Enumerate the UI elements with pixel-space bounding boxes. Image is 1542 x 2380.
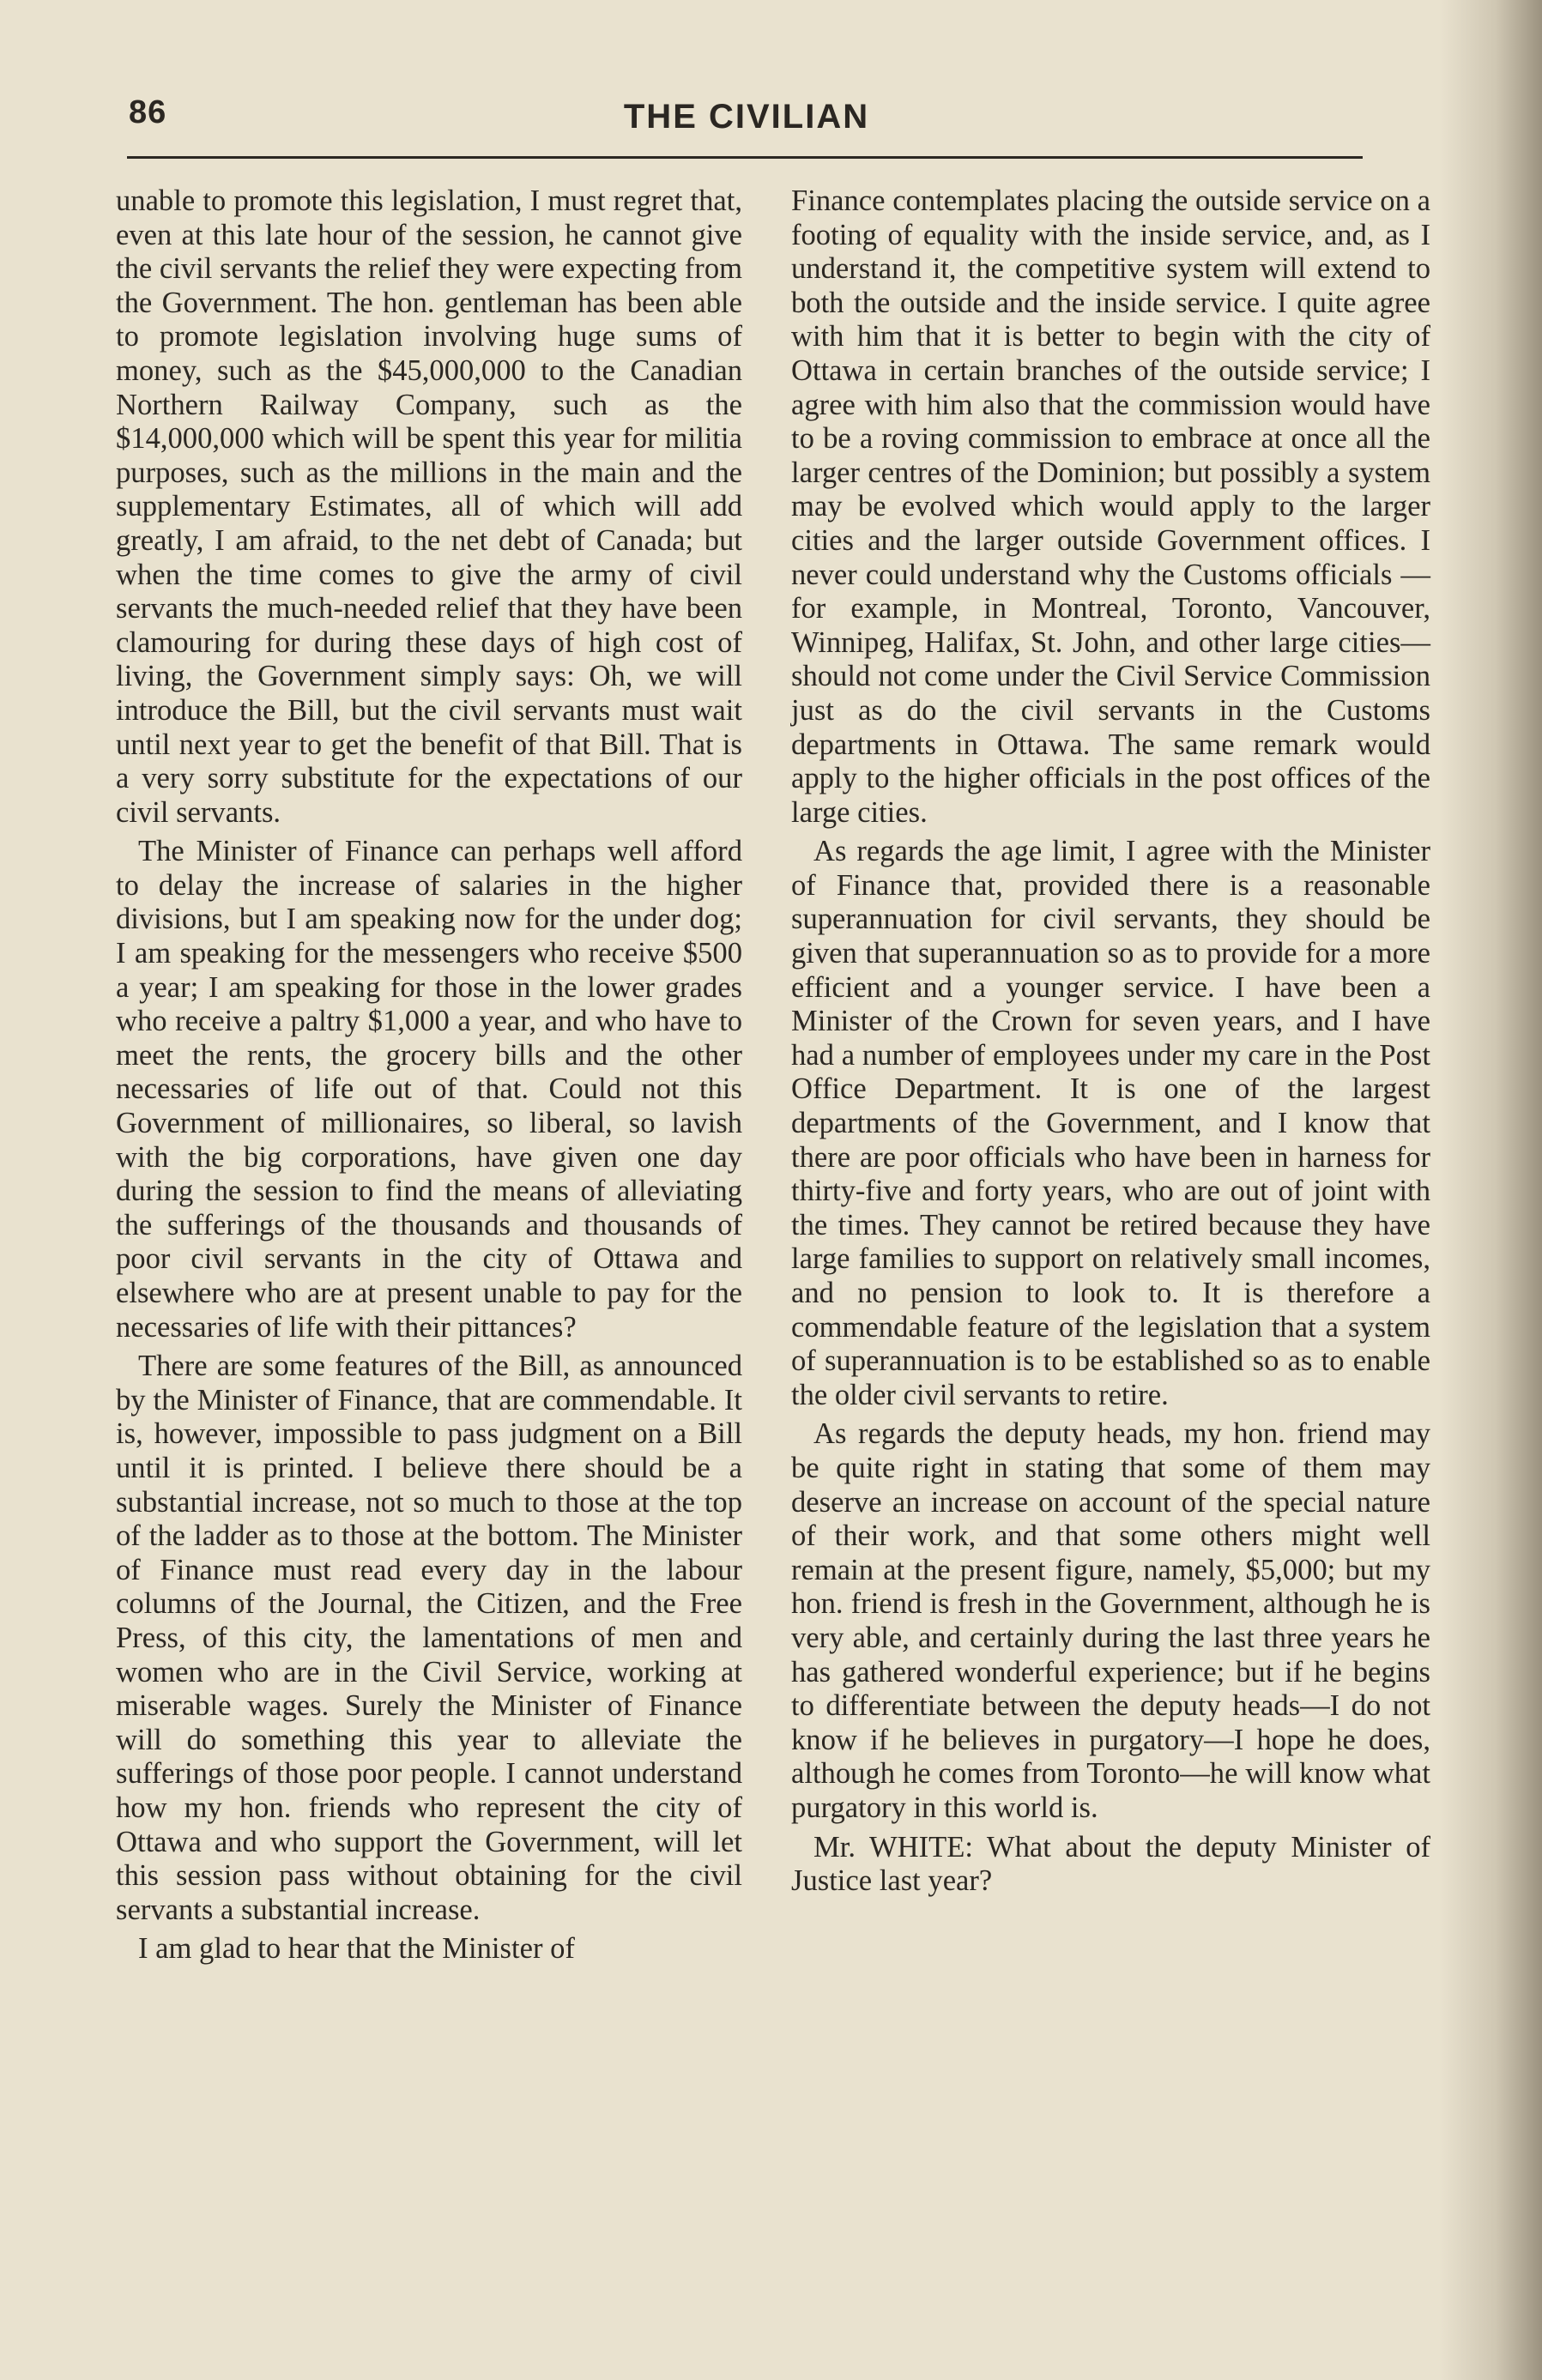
paragraph: The Minister of Finance can perhaps well afford to delay the increase of salaries in the higher divisions, but I am speaking now for the under dog; I am speaking for the messengers who receive $500 a year; I am speaking for those in the lower grades who receive a paltry $1,000 a year, and who have to meet the rents, the grocery bills and the other necessaries of life out of that. Could not this Government of millionaires, so liberal, so lavish with the big corporations, have given one day during the session to find the means of alleviating the sufferings of the thousands and thousands of poor civil servants in the city of Ottawa and elsewhere who are at present unable to pay for the necessaries of life with their pittances? (116, 835, 742, 1344)
header-rule (127, 156, 1363, 159)
binding-shadow (1439, 0, 1542, 2380)
paragraph: I am glad to hear that the Minister of (138, 1932, 575, 1966)
page-header (120, 94, 1373, 146)
paragraph: As regards the age limit, I agree with the Minister of Finance that, provided there is a reasonable superannuation for civil servants, they should be given that superannuation so as to provide for a more efficient and a younger service. I have been a Minister of the Crown for seven years, and I have had a number of employees under my care in the Post Office Department. It is one of the largest departments of the Government, and I know that there are poor officials who have been in harness for thirty-five and forty years, who are out of joint with the times. They cannot be retired because they have large families to support on relatively small incomes, and no pension to look to. It is therefore a commendable feature of the legislation that a system of superannuation is to be established so as to enable the older civil servants to retire. (791, 835, 1430, 1411)
paragraph: There are some features of the Bill, as announced by the Minister of Finance, that are commendable. It is, however, impossible to pass judgment on a Bill until it is printed. I believe there should be a substantial increase, not so much to those at the top of the ladder as to those at the bottom. The Minister of Finance must read every day in the labour columns of the Journal, the Citizen, and the Free Press, of this city, the lamentations of men and women who are in the Civil Service, working at miserable wages. Surely the Minister of Finance will do something this year to alleviate the sufferings of those poor people. I cannot understand how my hon. friends who represent the city of Ottawa and who support the Government, will let this session pass without obtaining for the civil servants a substantial increase. (116, 1350, 742, 1926)
paragraph: unable to promote this legislation, I must regret that, even at this late hour of the session, he cannot give the civil servants the relief they were expecting from the Government. The hon. gentleman has been able to promote legislation involving huge sums of money, such as the $45,000,000 to the Canadian Northern Railway Company, such as the $14,000,000 which will be spent this year for militia purposes, such as the millions in the main and the supplementary Estimates, all of which will add greatly, I am afraid, to the net debt of Canada; but when the time comes to give the army of civil servants the much-needed relief that they have been clamouring for during these days of high cost of living, the Government simply says: Oh, we will introduce the Bill, but the civil servants must wait until next year to get the benefit of that Bill. That is a very sorry substitute for the expectations of our civil servants. (116, 184, 742, 829)
paragraph: Mr. WHITE: What about the deputy Minister of Justice last year? (791, 1830, 1430, 1898)
paragraph: As regards the deputy heads, my hon. friend may be quite right in stating that some of them may deserve an increase on account of the special nature of their work, and that some others might well remain at the present figure, namely, $5,000; but my hon. friend is fresh in the Government, although he is very able, and certainly during the last three years he has gathered wonderful experience; but if he begins to differentiate between the deputy heads—I do not know if he believes in purgatory—I hope he does, although he comes from Toronto—he will know what purgatory in this world is. (791, 1417, 1430, 1824)
right-column (791, 184, 1430, 1899)
left-column (116, 184, 742, 1966)
running-title: THE CIVILIAN (623, 98, 870, 136)
page-number: 86 (129, 94, 167, 130)
paragraph: Finance contemplates placing the outside service on a footing of equality with the inside service, and, as I understand it, the competitive system will extend to both the outside and the inside service. I quite agree with him that it is better to begin with the city of Ottawa in certain branches of the outside service; I agree with him also that the commission would have to be a roving commission to embrace at once all the larger centres of the Dominion; but possibly a system may be evolved which would apply to the larger cities and the larger outside Government offices. I never could understand why the Customs officials —for example, in Montreal, Toronto, Vancouver, Winnipeg, Halifax, St. John, and other large cities—should not come under the Civil Service Commission just as do the civil servants in the Customs departments in Ottawa. The same remark would apply to the higher officials in the post offices of the large cities. (791, 184, 1430, 829)
